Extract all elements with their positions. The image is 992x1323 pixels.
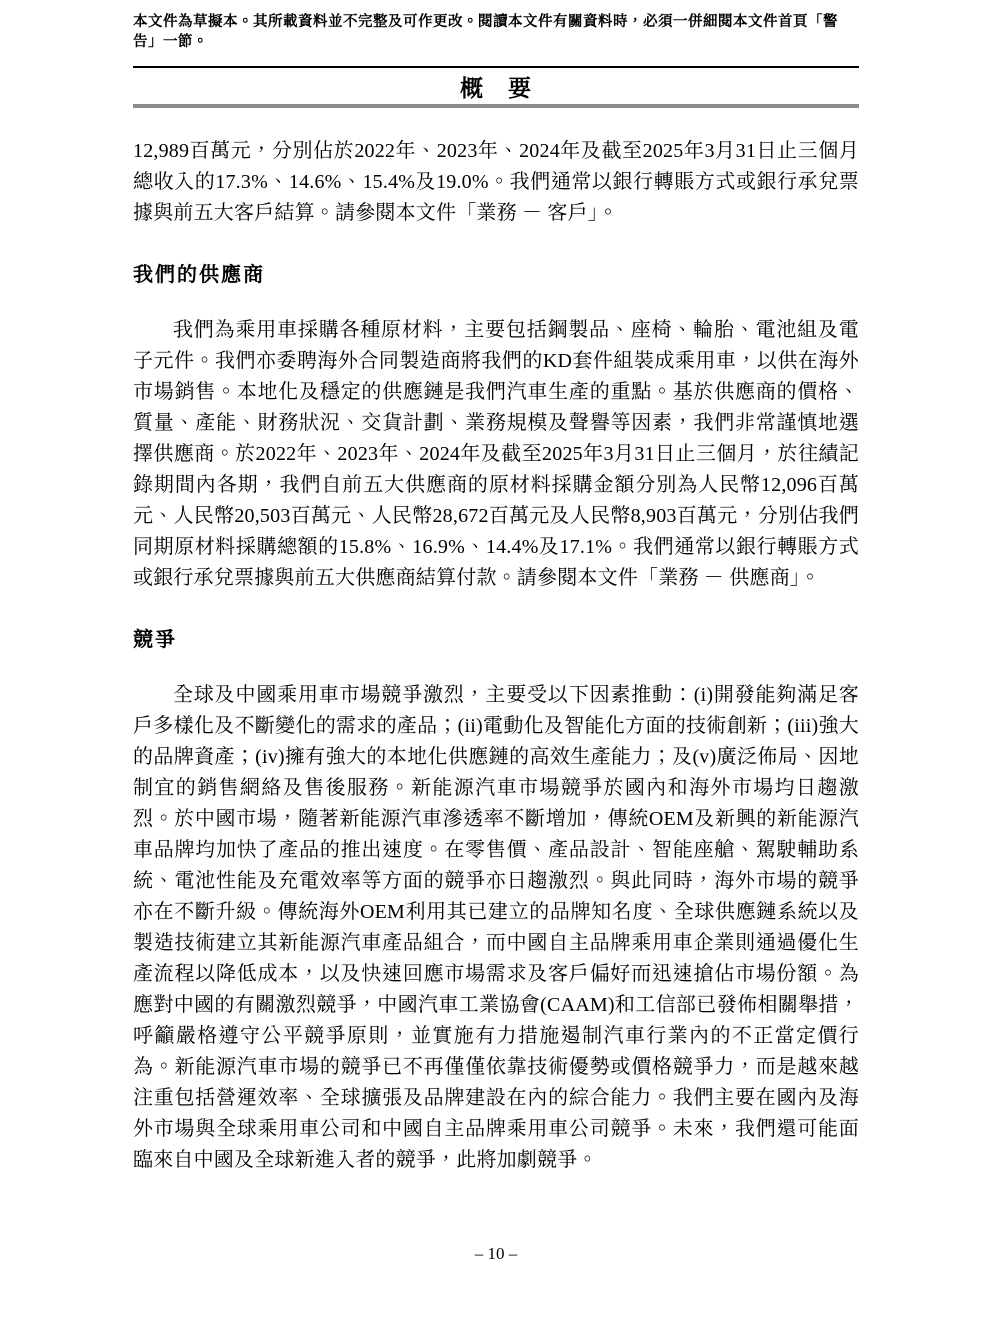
paragraph-customers-continued: 12,989百萬元，分別佔於2022年、2023年、2024年及截至2025年3月31日止三個月總收入的17.3%、14.6%、15.4%及19.0%。我們通常以銀行轉賬方式或銀行承兌票據與前五大客戶結算。請參閱本文件「業務 － 客戶」。 bbox=[133, 140, 859, 224]
heading-our-suppliers: 我們的供應商 bbox=[133, 264, 265, 286]
page-header bbox=[133, 12, 859, 108]
draft-disclaimer-text: 本文件為草擬本。其所載資料並不完整及可作更改。閱讀本文件有關資料時，必須一併細閱本文件首頁「警告」一節。 bbox=[133, 14, 838, 50]
page-title: 概 要 bbox=[460, 75, 532, 101]
heading-competition: 競爭 bbox=[133, 629, 177, 651]
header-rule-top bbox=[133, 66, 859, 68]
paragraph-competition: 全球及中國乘用車市場競爭激烈，主要受以下因素推動：(i)開發能夠滿足客戶多樣化及不斷變化的需求的產品；(ii)電動化及智能化方面的技術創新；(iii)強大的品牌資產；(iv)擁有強大的本地化供應鏈的高效生產能力；及(v)廣泛佈局、因地制宜的銷售網絡及售後服務。新能源汽車市場競爭於國內和海外市場均日趨激烈。於中國市場，隨著新能源汽車滲透率不斷增加，傳統OEM及新興的新能源汽車品牌均加快了產品的推出速度。在零售價、產品設計、智能座艙、駕駛輔助系統、電池性能及充電效率等方面的競爭亦日趨激烈。與此同時，海外市場的競爭亦在不斷升級。傳統海外OEM利用其已建立的品牌知名度、全球供應鏈系統以及製造技術建立其新能源汽車產品組合，而中國自主品牌乘用車企業則通過優化生產流程以降低成本，以及快速回應市場需求及客戶偏好而迅速搶佔市場份額。為應對中國的有關激烈競爭，中國汽車工業協會(CAAM)和工信部已發佈相關舉措，呼籲嚴格遵守公平競爭原則，並實施有力措施遏制汽車行業內的不正當定價行為。新能源汽車市場的競爭已不再僅僅依靠技術優勢或價格競爭力，而是越來越注重包括營運效率、全球擴張及品牌建設在內的綜合能力。我們主要在國內及海外市場與全球乘用車公司和中國自主品牌乘用車公司競爭。未來，我們還可能面臨來自中國及全球新進入者的競爭，此將加劇競爭。 bbox=[133, 684, 859, 1171]
page-footer bbox=[0, 1243, 992, 1265]
page-number: – 10 – bbox=[474, 1244, 518, 1263]
header-rule-bottom bbox=[133, 104, 859, 108]
document-body bbox=[133, 136, 859, 1176]
paragraph-suppliers: 我們為乘用車採購各種原材料，主要包括鋼製品、座椅、輪胎、電池組及電子元件。我們亦委聘海外合同製造商將我們的KD套件組裝成乘用車，以供在海外市場銷售。本地化及穩定的供應鏈是我們汽車生產的重點。基於供應商的價格、質量、產能、財務狀況、交貨計劃、業務規模及聲譽等因素，我們非常謹慎地選擇供應商。於2022年、2023年、2024年及截至2025年3月31日止三個月，於往績記錄期間內各期，我們自前五大供應商的原材料採購金額分別為人民幣12,096百萬元、人民幣20,503百萬元、人民幣28,672百萬元及人民幣8,903百萬元，分別佔我們同期原材料採購總額的15.8%、16.9%、14.4%及17.1%。我們通常以銀行轉賬方式或銀行承兌票據與前五大供應商結算付款。請參閱本文件「業務 － 供應商」。 bbox=[133, 319, 859, 589]
